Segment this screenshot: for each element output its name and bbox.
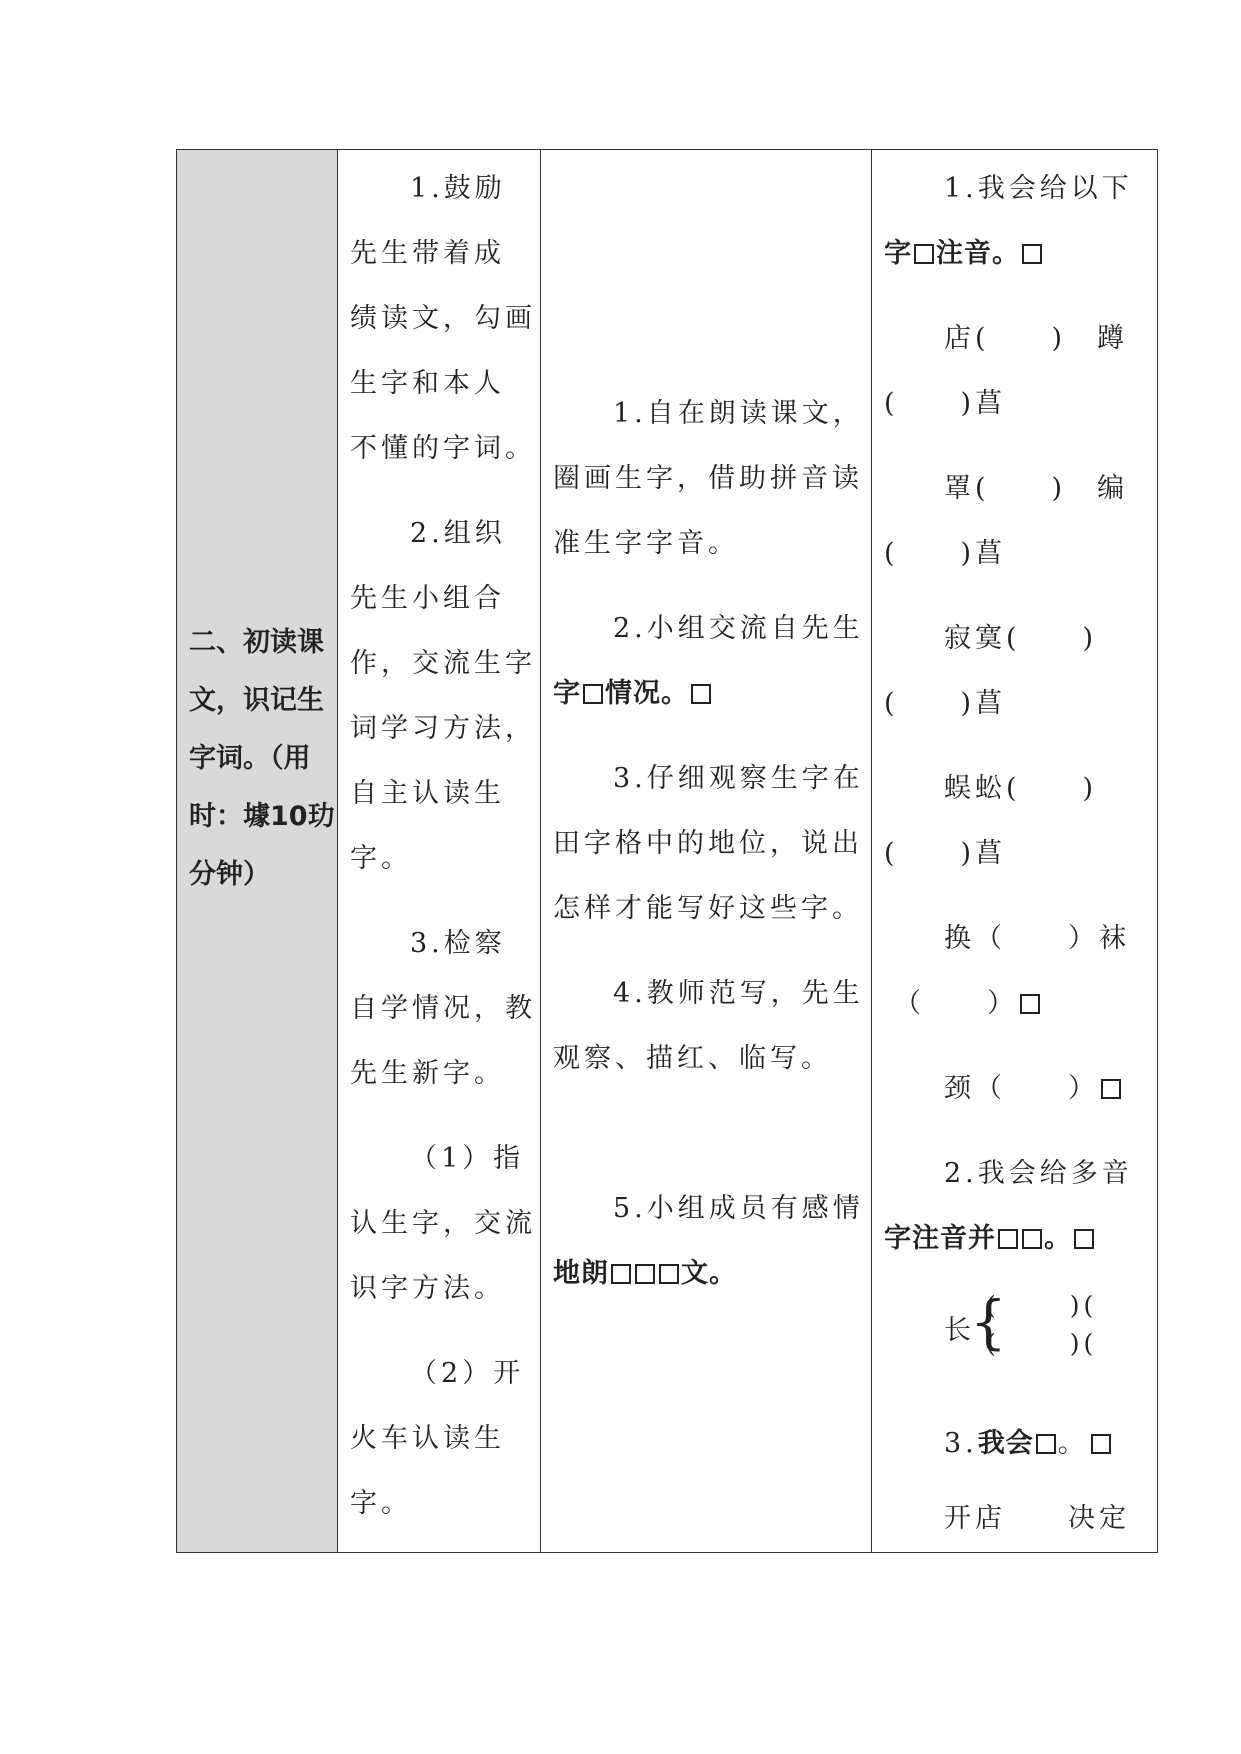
exercise-line: ( )菖 xyxy=(884,688,1007,719)
student-line: 3.仔细观察生字在 xyxy=(613,763,864,794)
student-line: 观察、描红、临写。 xyxy=(553,1043,832,1074)
teacher-line: 1.鼓励 xyxy=(410,173,506,204)
missing-glyph-box xyxy=(635,1264,655,1284)
teacher-line: 识字方法。 xyxy=(350,1273,505,1304)
stage-line-5: 分钟） xyxy=(189,859,270,890)
exercise-line: 1.我会给以下 xyxy=(944,173,1133,204)
teacher-line: 先生新字。 xyxy=(350,1058,505,1089)
teacher-line: 词学习方法， xyxy=(350,713,536,744)
teacher-line: 自主认读生 xyxy=(350,778,505,809)
student-line: 怎样才能写好这些字。 xyxy=(553,893,863,924)
teacher-line: 绩读文，勾画 xyxy=(350,303,536,334)
exercise-column xyxy=(872,150,1157,1552)
exercise-line: 换（ ）袜 xyxy=(944,923,1130,954)
missing-glyph-box xyxy=(691,684,711,704)
missing-glyph-box xyxy=(659,1264,679,1284)
teacher-line: 作，交流生字 xyxy=(350,648,536,679)
exercise-line: ( )菖 xyxy=(884,838,1007,869)
teacher-line: 先生小组合 xyxy=(350,583,505,614)
student-line: 2.小组交流自先生 xyxy=(613,613,864,644)
polyphone-char: 长 xyxy=(944,1315,975,1346)
missing-glyph-box xyxy=(1022,1229,1042,1249)
missing-glyph-box xyxy=(1091,1434,1111,1454)
stage-line-4: 时：壉10玏 xyxy=(189,801,335,832)
missing-glyph-box xyxy=(1036,1434,1056,1454)
exercise-line: 3.我会 。 xyxy=(944,1426,1113,1462)
teacher-line: 字。 xyxy=(350,1488,412,1519)
exercise-line: 开店 决定 xyxy=(944,1503,1130,1534)
brace-symbol: { xyxy=(970,1288,1007,1356)
exercise-line: 蜈蚣( ) xyxy=(944,773,1098,804)
exercise-line: ( )菖 xyxy=(884,538,1007,569)
student-line: 字 情况。 xyxy=(553,676,713,712)
exercise-line: ( )菖 xyxy=(884,388,1007,419)
exercise-line: 字 注音。 xyxy=(884,236,1044,272)
exercise-line: （ ） xyxy=(894,986,1042,1022)
missing-glyph-box xyxy=(1074,1229,1094,1249)
polyphone-blank-bottom: ( )( xyxy=(986,1329,1098,1358)
student-line: 准生字字音。 xyxy=(553,528,739,559)
exercise-line: 店( ) 蹲 xyxy=(944,323,1129,354)
teacher-line: 2.组织 xyxy=(410,518,506,549)
missing-glyph-box xyxy=(914,244,934,264)
missing-glyph-box xyxy=(1101,1079,1121,1099)
exercise-line: 颈（ ） xyxy=(944,1071,1123,1107)
teacher-line: 字。 xyxy=(350,843,412,874)
student-activity-column xyxy=(541,150,872,1552)
stage-line-3: 字词。（用 xyxy=(189,743,311,774)
teacher-line: 认生字，交流 xyxy=(350,1208,536,1239)
teacher-line: 不懂的字词。 xyxy=(350,433,536,464)
stage-line-1: 二、初读课 xyxy=(189,627,324,658)
student-line: 5.小组成员有感情 xyxy=(613,1193,864,1224)
student-line: 圈画生字，借助拼音读 xyxy=(553,463,863,494)
missing-glyph-box xyxy=(998,1229,1018,1249)
exercise-line: 寂寞( ) xyxy=(944,623,1098,654)
student-line: 4.教师范写，先生 xyxy=(613,978,864,1009)
teacher-line: 自学情况，教 xyxy=(350,993,536,1024)
student-line: 地朗 文。 xyxy=(553,1258,737,1289)
teacher-line: （1）指 xyxy=(410,1143,525,1174)
teacher-line: （2）开 xyxy=(410,1358,525,1389)
missing-glyph-box xyxy=(1022,244,1042,264)
student-line: 1.自在朗读课文， xyxy=(613,398,864,429)
teacher-activity-column xyxy=(338,150,541,1552)
exercise-line: 字注音并 。 xyxy=(884,1221,1096,1257)
missing-glyph-box xyxy=(583,684,603,704)
lesson-table xyxy=(176,149,1158,1553)
student-line: 田字格中的地位，说出 xyxy=(553,828,863,859)
exercise-line: 罩( ) 编 xyxy=(944,473,1129,504)
teacher-line: 火车认读生 xyxy=(350,1423,505,1454)
exercise-line: 2.我会给多音 xyxy=(944,1158,1133,1189)
teacher-line: 生字和本人 xyxy=(350,368,505,399)
polyphone-blank-top: ( )( xyxy=(986,1291,1098,1320)
stage-column xyxy=(177,150,338,1552)
teacher-line: 3.检察 xyxy=(410,928,506,959)
missing-glyph-box xyxy=(1020,994,1040,1014)
teacher-line: 先生带着成 xyxy=(350,238,505,269)
stage-line-2: 文，识记生 xyxy=(189,685,324,716)
missing-glyph-box xyxy=(611,1264,631,1284)
